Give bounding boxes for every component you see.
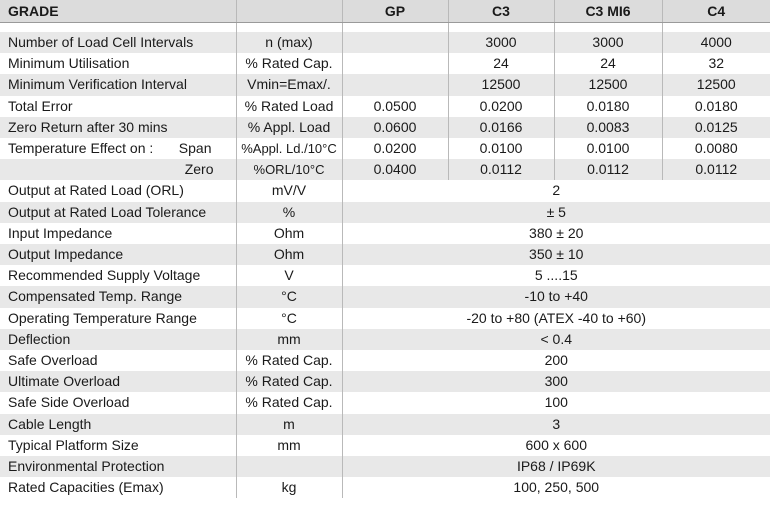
gp-cell: 0.0500 (342, 96, 448, 117)
c3mi6-cell: 0.0083 (554, 117, 662, 138)
param-label: Minimum Verification Interval (0, 74, 236, 95)
value-cell: -20 to +80 (ATEX -40 to +60) (342, 308, 770, 329)
param-label: Input Impedance (0, 223, 236, 244)
param-label: Environmental Protection (0, 456, 236, 477)
c4-cell: 0.0080 (662, 138, 770, 159)
table-row (0, 74, 770, 95)
table-row (0, 180, 770, 201)
value-cell: IP68 / IP69K (342, 456, 770, 477)
param-label: Rated Capacities (Emax) (0, 477, 236, 498)
value-cell: -10 to +40 (342, 286, 770, 307)
c4-cell: 4000 (662, 32, 770, 53)
unit-cell (236, 456, 342, 477)
unit-cell: m (236, 414, 342, 435)
value-cell: ± 5 (342, 202, 770, 223)
param-label: Safe Overload (0, 350, 236, 371)
unit-cell: % Appl. Load (236, 117, 342, 138)
header-unit (236, 0, 342, 23)
value-cell: 350 ± 10 (342, 244, 770, 265)
value-cell: 300 (342, 371, 770, 392)
param-sub-label: Span (178, 140, 212, 157)
c3-cell: 24 (448, 53, 554, 74)
param-label: Ultimate Overload (0, 371, 236, 392)
value-cell: < 0.4 (342, 329, 770, 350)
table-row (0, 244, 770, 265)
c3mi6-cell: 0.0100 (554, 138, 662, 159)
table-row (0, 138, 770, 159)
param-label: Output at Rated Load Tolerance (0, 202, 236, 223)
table-row (0, 223, 770, 244)
unit-cell: °C (236, 286, 342, 307)
header-spacer (0, 23, 770, 33)
param-label-text: Temperature Effect on : (8, 140, 154, 157)
c3mi6-cell: 0.0112 (554, 159, 662, 180)
param-label: Operating Temperature Range (0, 308, 236, 329)
c4-cell: 12500 (662, 74, 770, 95)
table-row (0, 308, 770, 329)
c3mi6-cell: 24 (554, 53, 662, 74)
c3mi6-cell: 0.0180 (554, 96, 662, 117)
unit-cell: % Rated Cap. (236, 350, 342, 371)
unit-cell: n (max) (236, 32, 342, 53)
c3-cell: 0.0166 (448, 117, 554, 138)
unit-cell: mm (236, 435, 342, 456)
table-row (0, 202, 770, 223)
value-cell: 2 (342, 180, 770, 201)
c3mi6-cell: 12500 (554, 74, 662, 95)
table-row (0, 329, 770, 350)
table-header-row (0, 0, 770, 23)
value-cell: 100, 250, 500 (342, 477, 770, 498)
unit-cell: °C (236, 308, 342, 329)
param-label: Zero Return after 30 mins (0, 117, 236, 138)
table-row (0, 392, 770, 413)
header-c3: C3 (448, 0, 554, 23)
param-label (0, 138, 236, 159)
unit-cell: kg (236, 477, 342, 498)
param-label: Recommended Supply Voltage (0, 265, 236, 286)
table-row (0, 96, 770, 117)
value-cell: 200 (342, 350, 770, 371)
header-c4: C4 (662, 0, 770, 23)
table-row (0, 286, 770, 307)
gp-cell: 0.0600 (342, 117, 448, 138)
param-label: Total Error (0, 96, 236, 117)
param-label: Compensated Temp. Range (0, 286, 236, 307)
c4-cell: 32 (662, 53, 770, 74)
table-row (0, 477, 770, 498)
unit-cell: mV/V (236, 180, 342, 201)
table-row (0, 53, 770, 74)
c3-cell: 0.0112 (448, 159, 554, 180)
param-label: Output at Rated Load (ORL) (0, 180, 236, 201)
c3-cell: 3000 (448, 32, 554, 53)
gp-cell: 0.0200 (342, 138, 448, 159)
value-cell: 100 (342, 392, 770, 413)
param-label: Number of Load Cell Intervals (0, 32, 236, 53)
param-label: Minimum Utilisation (0, 53, 236, 74)
header-c3mi6: C3 MI6 (554, 0, 662, 23)
value-cell: 3 (342, 414, 770, 435)
unit-cell: % (236, 202, 342, 223)
c4-cell: 0.0112 (662, 159, 770, 180)
c3-cell: 0.0200 (448, 96, 554, 117)
unit-cell: %Appl. Ld./10°C (236, 138, 342, 159)
table-row (0, 414, 770, 435)
unit-cell: mm (236, 329, 342, 350)
table-row (0, 435, 770, 456)
unit-cell: Ohm (236, 223, 342, 244)
gp-cell: 0.0400 (342, 159, 448, 180)
gp-cell (342, 74, 448, 95)
unit-cell: Vmin=Emax/. (236, 74, 342, 95)
value-cell: 600 x 600 (342, 435, 770, 456)
unit-cell: V (236, 265, 342, 286)
table-row (0, 265, 770, 286)
param-label: Typical Platform Size (0, 435, 236, 456)
table-row (0, 32, 770, 53)
header-grade: GRADE (0, 0, 236, 23)
table-row (0, 117, 770, 138)
c3mi6-cell: 3000 (554, 32, 662, 53)
unit-cell: % Rated Cap. (236, 53, 342, 74)
table-row (0, 350, 770, 371)
param-label: Safe Side Overload (0, 392, 236, 413)
header-gp: GP (342, 0, 448, 23)
gp-cell (342, 53, 448, 74)
value-cell: 380 ± 20 (342, 223, 770, 244)
c3-cell: 0.0100 (448, 138, 554, 159)
table-row (0, 159, 770, 180)
unit-cell: Ohm (236, 244, 342, 265)
unit-cell: % Rated Cap. (236, 392, 342, 413)
param-sub-label: Zero (0, 159, 236, 180)
table-row (0, 371, 770, 392)
value-cell: 5 ....15 (342, 265, 770, 286)
c3-cell: 12500 (448, 74, 554, 95)
c4-cell: 0.0180 (662, 96, 770, 117)
table-row (0, 456, 770, 477)
param-label: Deflection (0, 329, 236, 350)
c4-cell: 0.0125 (662, 117, 770, 138)
unit-cell: %ORL/10°C (236, 159, 342, 180)
gp-cell (342, 32, 448, 53)
param-label: Cable Length (0, 414, 236, 435)
param-label: Output Impedance (0, 244, 236, 265)
unit-cell: % Rated Load (236, 96, 342, 117)
unit-cell: % Rated Cap. (236, 371, 342, 392)
